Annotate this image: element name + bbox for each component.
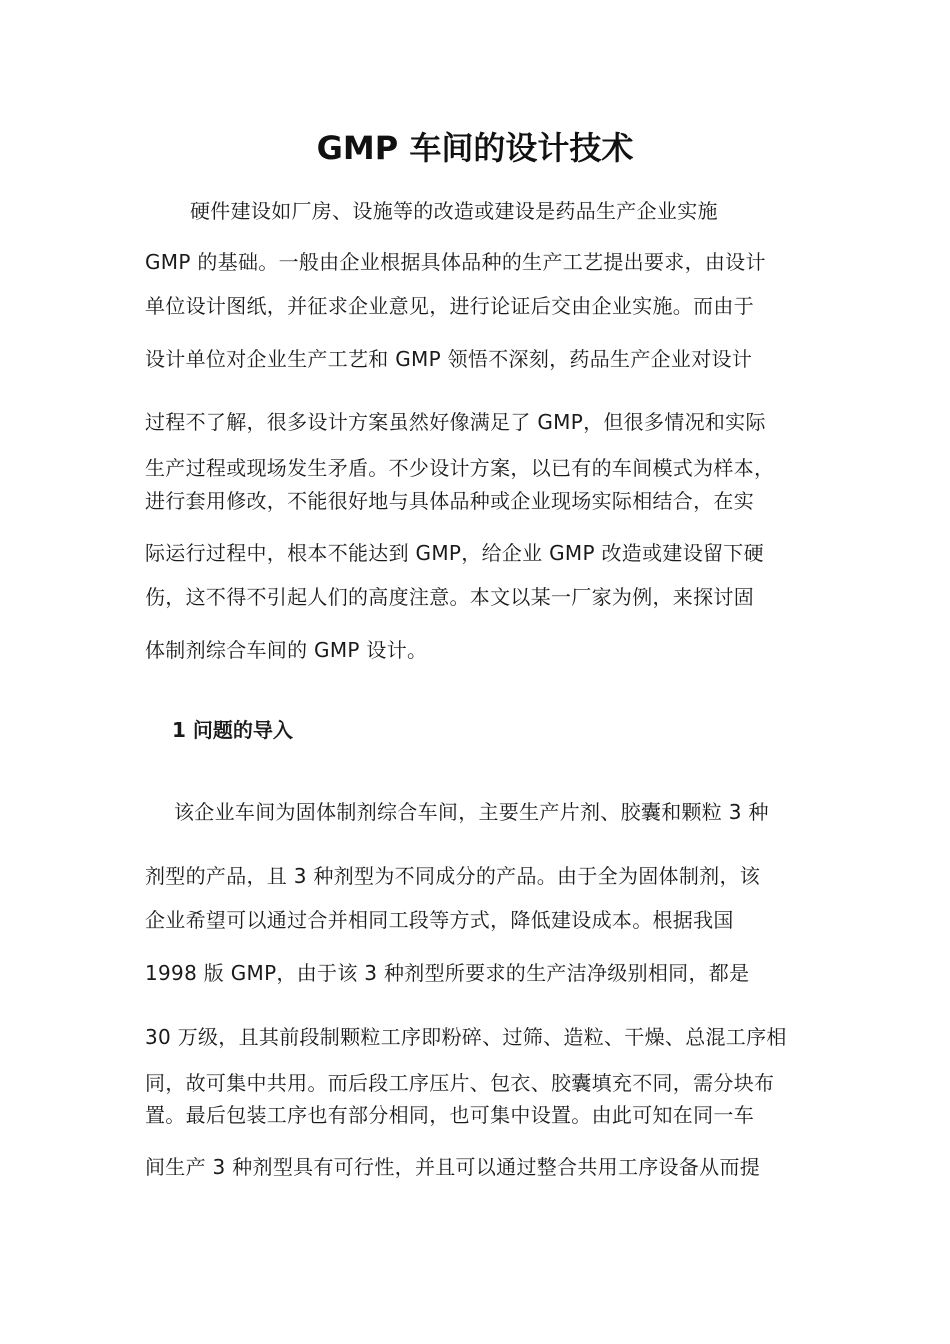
section-1-heading: 1 问题的导入 (172, 718, 293, 742)
intro-line-10: 体制剂综合车间的 GMP 设计。 (145, 638, 428, 662)
intro-line-9: 伤，这不得不引起人们的高度注意。本文以某一厂家为例，来探讨固 (145, 585, 754, 609)
intro-line-4: 设计单位对企业生产工艺和 GMP 领悟不深刻，药品生产企业对设计 (145, 347, 753, 371)
intro-line-5: 过程不了解，很多设计方案虽然好像满足了 GMP，但很多情况和实际 (145, 410, 766, 434)
section-1-line-8: 间生产 3 种剂型具有可行性，并且可以通过整合共用工序设备从而提 (145, 1155, 761, 1179)
intro-line-6: 生产过程或现场发生矛盾。不少设计方案，以已有的车间模式为样本， (145, 456, 775, 480)
intro-line-2: GMP 的基础。一般由企业根据具体品种的生产工艺提出要求，由设计 (145, 250, 766, 274)
intro-line-8: 际运行过程中，根本不能达到 GMP，给企业 GMP 改造或建设留下硬 (145, 541, 764, 565)
section-1-line-3: 企业希望可以通过合并相同工段等方式，降低建设成本。根据我国 (145, 908, 734, 932)
section-1-line-2: 剂型的产品，且 3 种剂型为不同成分的产品。由于全为固体制剂，该 (145, 864, 761, 888)
section-1-line-1: 该企业车间为固体制剂综合车间，主要生产片剂、胶囊和颗粒 3 种 (174, 800, 769, 824)
intro-line-1: 硬件建设如厂房、设施等的改造或建设是药品生产企业实施 (190, 199, 718, 223)
intro-line-7: 进行套用修改，不能很好地与具体品种或企业现场实际相结合，在实 (145, 489, 754, 513)
intro-line-3: 单位设计图纸，并征求企业意见，进行论证后交由企业实施。而由于 (145, 294, 754, 318)
section-1-line-5: 30 万级，且其前段制颗粒工序即粉碎、过筛、造粒、干燥、总混工序相 (145, 1025, 787, 1049)
section-1-line-7: 置。最后包装工序也有部分相同，也可集中设置。由此可知在同一车 (145, 1103, 754, 1127)
section-1-line-6: 同，故可集中共用。而后段工序压片、包衣、胶囊填充不同，需分块布 (145, 1071, 775, 1095)
section-1-line-4: 1998 版 GMP，由于该 3 种剂型所要求的生产洁净级别相同，都是 (145, 961, 750, 985)
document-title: GMP 车间的设计技术 (316, 129, 634, 167)
